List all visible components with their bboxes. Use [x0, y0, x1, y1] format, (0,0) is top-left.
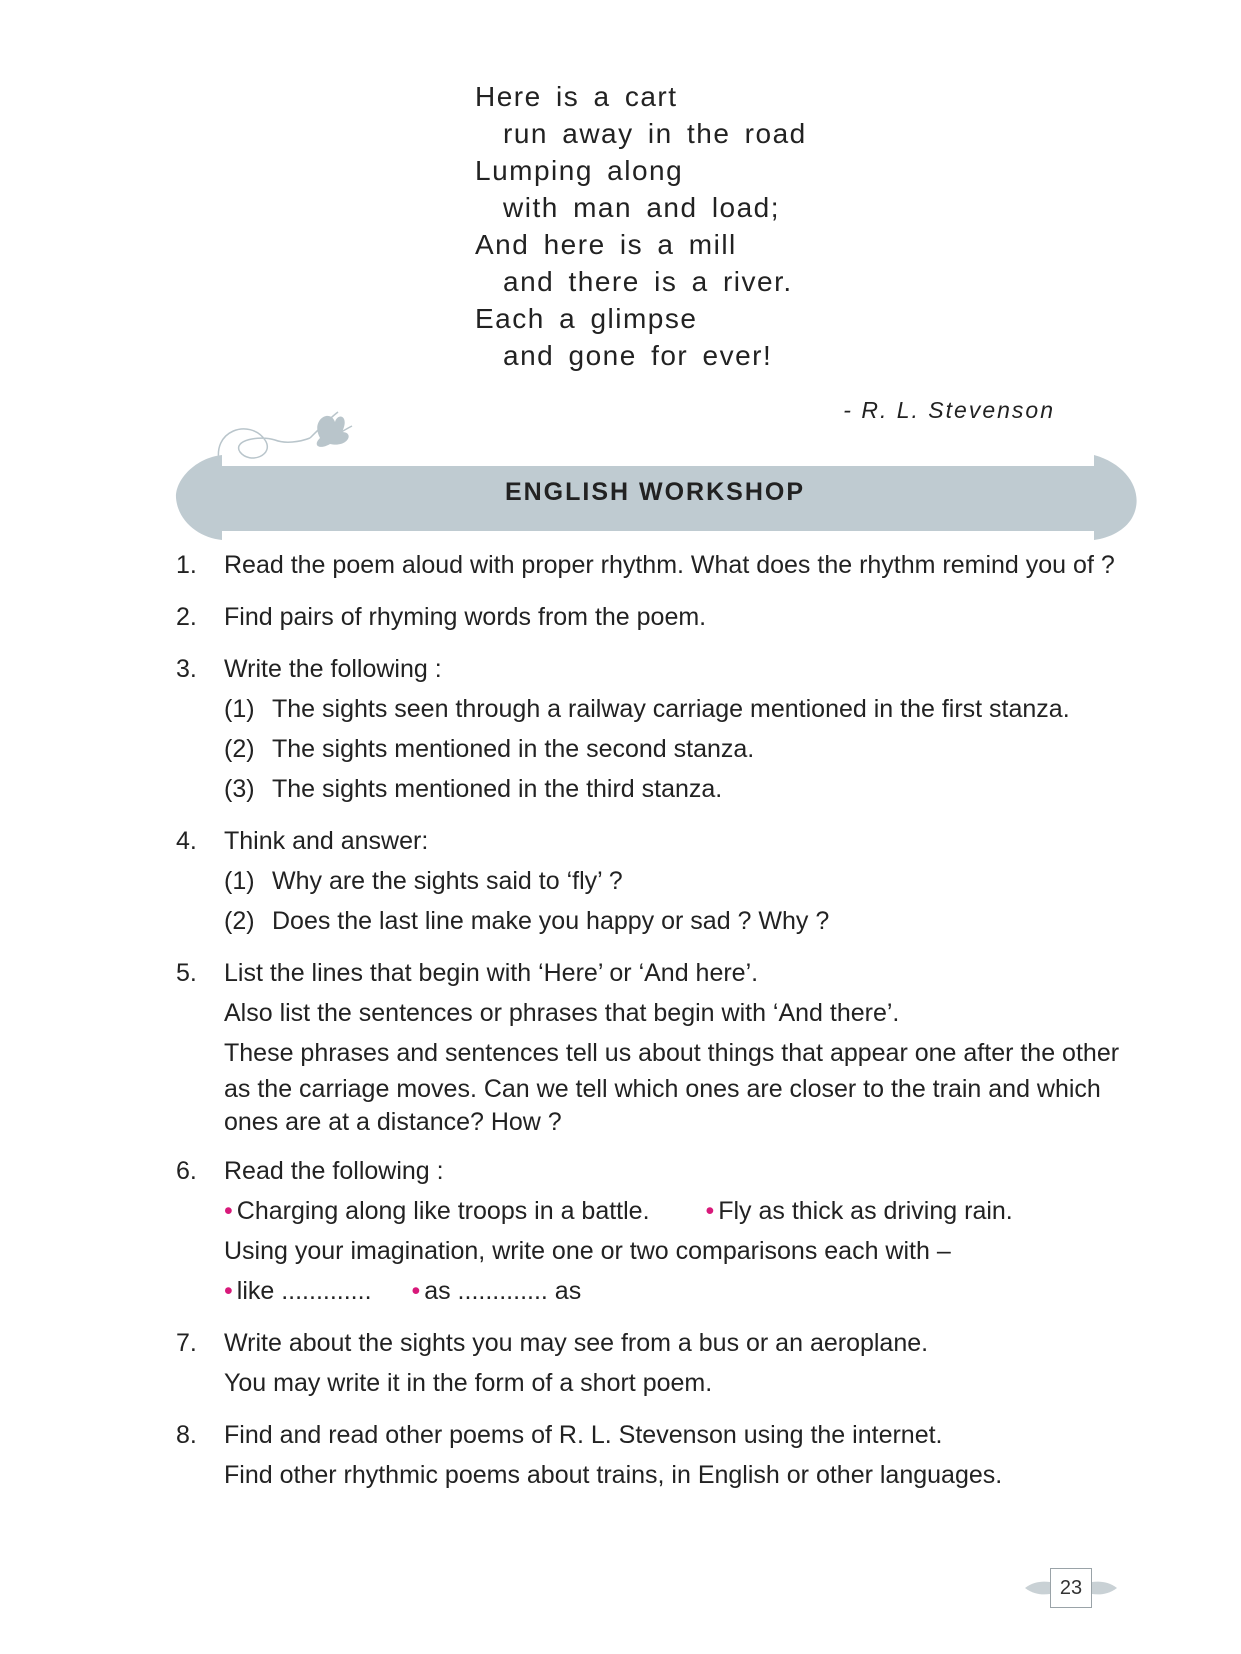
sub-question-text: The sights mentioned in the third stanza.	[272, 775, 723, 803]
question-text: Read the poem aloud with proper rhythm. What does the rhythm remind you of ?	[224, 551, 1115, 579]
page-number: 23	[1050, 1568, 1092, 1608]
sub-question-number: (1)	[224, 867, 255, 895]
question-text: Read the following :	[224, 1157, 444, 1185]
question-1	[176, 545, 1136, 585]
bullet-icon: •	[224, 1277, 233, 1305]
butterfly-icon	[317, 416, 349, 447]
question-6	[176, 1151, 1136, 1311]
poem-line: and gone for ever!	[503, 340, 773, 371]
question-text: Think and answer:	[224, 827, 429, 855]
question-text: Find pairs of rhyming words from the poem.	[224, 603, 707, 631]
question-7	[176, 1323, 1136, 1403]
sub-question-text: The sights mentioned in the second stanza.	[272, 735, 755, 763]
question-number: 5.	[176, 959, 197, 987]
sub-question-number: (1)	[224, 695, 255, 723]
example-item: Charging along like troops in a battle.	[236, 1197, 650, 1225]
question-line: You may write it in the form of a short poem.	[224, 1369, 713, 1397]
sub-question	[224, 689, 1136, 729]
sub-question	[224, 861, 1136, 901]
question-2	[176, 597, 1136, 637]
poem-line: Each a glimpse	[475, 303, 698, 334]
question-number: 8.	[176, 1421, 197, 1449]
question-4	[176, 821, 1136, 941]
question-number: 4.	[176, 827, 197, 855]
sub-question	[224, 901, 1136, 941]
poem-line: And here is a mill	[475, 229, 737, 260]
question-line: as the carriage moves. Can we tell which ones are closer to the train and which ones are at a distance? How ?	[224, 1075, 1101, 1136]
bullet-icon: •	[705, 1197, 715, 1225]
question-line: Also list the sentences or phrases that begin with ‘And there’.	[224, 999, 900, 1027]
poem-line: with man and load;	[503, 192, 781, 223]
bullet-icon: •	[224, 1197, 233, 1225]
sub-question	[224, 769, 1136, 809]
question-line: Find other rhythmic poems about trains, in English or other languages.	[224, 1461, 1003, 1489]
question-list	[176, 545, 1136, 1507]
workshop-title: ENGLISH WORKSHOP	[504, 478, 806, 506]
sub-question-text: Does the last line make you happy or sad ? Why ?	[272, 907, 830, 935]
pattern-item: as ............. as	[424, 1277, 582, 1305]
sub-question-text: The sights seen through a railway carriage mentioned in the first stanza.	[272, 695, 1070, 723]
poem-author: - R. L. Stevenson	[843, 397, 1055, 423]
question-number: 3.	[176, 655, 197, 683]
question-5	[176, 953, 1136, 1139]
pattern-item: like .............	[236, 1277, 372, 1305]
example-item: Fly as thick as driving rain.	[718, 1197, 1013, 1225]
sub-question	[224, 729, 1136, 769]
poem-line: and there is a river.	[503, 266, 793, 297]
sub-question-number: (3)	[224, 775, 255, 803]
poem-line: Here is a cart	[475, 81, 678, 112]
question-3	[176, 649, 1136, 809]
question-line: Write about the sights you may see from a bus or an aeroplane.	[224, 1329, 929, 1357]
poem	[475, 78, 807, 374]
bullet-icon: •	[411, 1277, 421, 1305]
example-list	[224, 1191, 1136, 1231]
question-line: List the lines that begin with ‘Here’ or ‘And here’.	[224, 959, 759, 987]
question-line: Find and read other poems of R. L. Stevenson using the internet.	[224, 1421, 943, 1449]
sub-question-number: (2)	[224, 907, 255, 935]
question-number: 2.	[176, 603, 197, 631]
question-text: Write the following :	[224, 655, 442, 683]
question-number: 1.	[176, 551, 197, 579]
question-number: 6.	[176, 1157, 197, 1185]
pattern-list	[224, 1271, 1136, 1311]
sub-question-number: (2)	[224, 735, 255, 763]
question-8	[176, 1415, 1136, 1495]
sub-question-text: Why are the sights said to ‘fly’ ?	[272, 867, 623, 895]
poem-line: Lumping along	[475, 155, 684, 186]
question-number: 7.	[176, 1329, 197, 1357]
question-instruction: Using your imagination, write one or two comparisons each with –	[224, 1237, 951, 1265]
question-line: These phrases and sentences tell us about things that appear one after the other	[224, 1039, 1120, 1067]
poem-line: run away in the road	[503, 118, 807, 149]
